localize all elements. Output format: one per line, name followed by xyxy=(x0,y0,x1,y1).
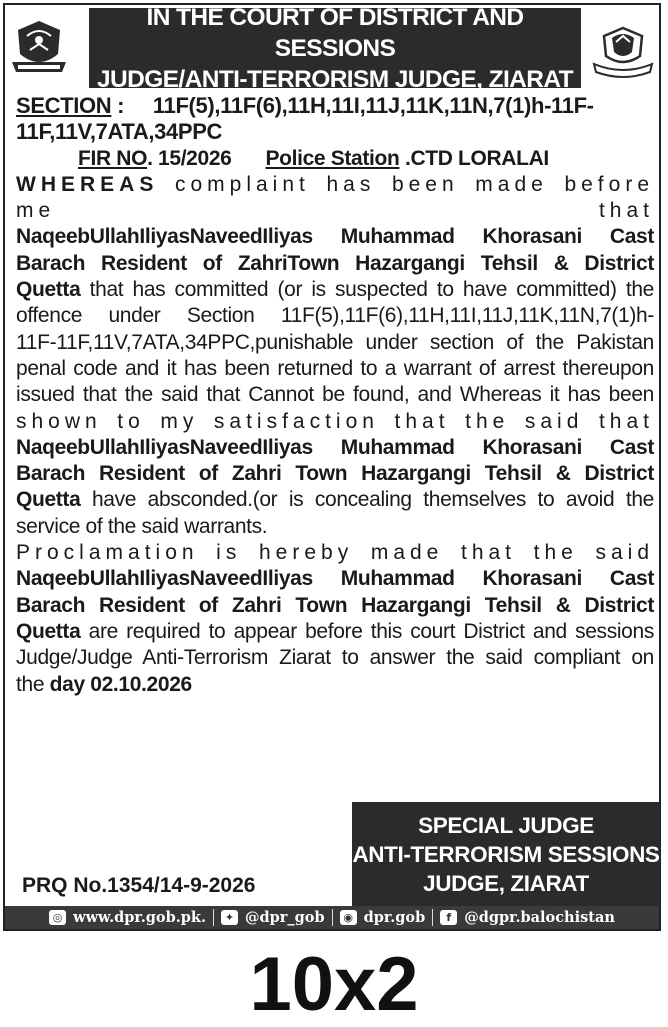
fir-number: . 15/2026 xyxy=(147,146,232,170)
footer-facebook[interactable]: @dgpr.balochistan xyxy=(464,909,615,926)
body-text-run: complaint has been made before me that xyxy=(16,172,654,223)
globe-icon: ◎ xyxy=(49,910,66,925)
body-line: 11F-11F,11V,7ATA,34PPC,punishable under section of the Pakistan xyxy=(16,330,654,354)
body-line xyxy=(16,619,654,645)
accused-name-line: NaqeebUllahIliyasNaveedIliyas Muhammad Khorasani Cast xyxy=(16,567,654,591)
body-text-run: the xyxy=(16,672,50,696)
district-name: Quetta xyxy=(16,488,81,512)
body-line xyxy=(16,172,654,225)
judge-line-2: ANTI-TERRORISM SESSIONS xyxy=(352,841,660,867)
fir-label: FIR NO xyxy=(78,146,148,170)
judge-signature-block xyxy=(352,802,660,906)
body-line xyxy=(16,487,654,513)
court-header xyxy=(89,3,581,93)
whereas-word: WHEREAS xyxy=(16,172,159,196)
section-value-1: 11F(5),11F(6),11H,11I,11J,11K,11N,7(1)h-11F- xyxy=(152,93,594,118)
body-line: issued that the said that Cannot be found, and Whereas it has been xyxy=(16,383,654,407)
footer-divider xyxy=(432,909,433,926)
proclamation-line: Proclamation is hereby made that the said xyxy=(16,541,654,565)
accused-address-line: Barach Resident of ZahriTown Hazargangi Tehsil & District xyxy=(16,251,654,275)
footer-contact-bar xyxy=(5,906,659,929)
body-line: shown to my satisfaction that the said that xyxy=(16,409,654,433)
prq-number: PRQ No.1354/14-9-2026 xyxy=(22,874,256,897)
accused-name-line: NaqeebUllahIliyasNaveedIliyas Muhammad Khorasani Cast xyxy=(16,225,654,249)
court-header-line-2: JUDGE/ANTI-TERRORISM JUDGE, ZIARAT xyxy=(97,65,573,93)
dpr-logo-icon xyxy=(592,22,654,84)
district-name: Quetta xyxy=(16,278,81,302)
body-text-run: are required to appear before this court District and sessions xyxy=(80,619,654,643)
accused-name-line: NaqeebUllahIliyasNaveedIliyas Muhammad Khorasani Cast xyxy=(16,435,654,459)
accused-address-line: Barach Resident of Zahri Town Hazargangi Tehsil & District xyxy=(16,462,654,486)
section-separator: : xyxy=(111,93,125,118)
footer-twitter[interactable]: @dpr_gob xyxy=(245,909,325,926)
appearance-date-line xyxy=(16,672,654,698)
body-line xyxy=(16,277,654,303)
instagram-icon: ◉ xyxy=(340,910,357,925)
section-value-2: 11F,11V,7ATA,34PPC xyxy=(16,119,223,145)
accused-address-line: Barach Resident of Zahri Town Hazargangi Tehsil & District xyxy=(16,593,654,617)
ad-size-label: 10x2 xyxy=(249,942,419,1027)
court-header-line-1: IN THE COURT OF DISTRICT AND SESSIONS xyxy=(146,3,524,62)
police-station-label: Police Station xyxy=(265,146,400,170)
body-line: offence under Section 11F(5),11F(6),11H,11I,11J,11K,11N,7(1)h- xyxy=(16,304,654,328)
section-line xyxy=(16,93,654,119)
body-text-run: that has committed (or is suspected to have committed) the xyxy=(80,278,654,302)
fir-line xyxy=(16,146,654,172)
footer-website[interactable]: www.dpr.gob.pk. xyxy=(73,909,206,926)
twitter-icon: ✦ xyxy=(221,910,238,925)
footer-divider xyxy=(332,909,333,926)
facebook-icon: f xyxy=(440,910,457,925)
body-line: Judge/Judge Anti-Terrorism Ziarat to answer the said compliant on xyxy=(16,646,654,670)
judge-line-3: JUDGE, ZIARAT xyxy=(423,870,589,896)
body-text-run: have absconded.(or is concealing themselves to avoid the xyxy=(80,488,654,512)
section-label: SECTION xyxy=(16,93,112,118)
footer-instagram[interactable]: dpr.gob xyxy=(363,909,426,926)
body-line: service of the said warrants. xyxy=(16,514,268,538)
judge-line-1: SPECIAL JUDGE xyxy=(418,812,594,838)
proclamation-body xyxy=(16,93,654,698)
balochistan-emblem-icon xyxy=(8,18,70,80)
police-station-value: .CTD LORALAI xyxy=(399,146,549,170)
body-line: penal code and it has been returned to a warrant of arrest thereupon xyxy=(16,356,654,380)
appearance-date: day 02.10.2026 xyxy=(49,672,192,696)
footer-divider xyxy=(213,909,214,926)
district-name: Quetta xyxy=(16,619,81,643)
